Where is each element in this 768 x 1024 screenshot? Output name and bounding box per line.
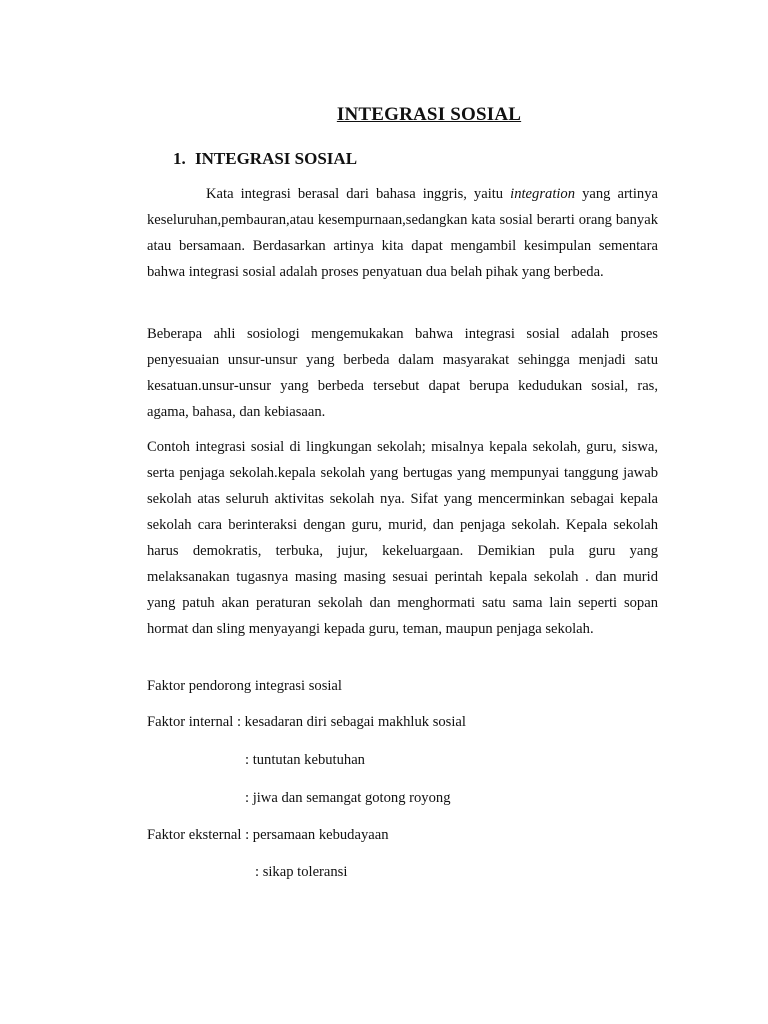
faktor-internal-line: Faktor internal : kesadaran diri sebagai makhluk sosial	[147, 714, 466, 730]
paragraph-definition-italic-term: integration	[510, 186, 576, 202]
section-heading	[173, 149, 357, 169]
faktor-internal-line: : tuntutan kebutuhan	[245, 752, 365, 768]
section-heading-text: INTEGRASI SOSIAL	[195, 149, 358, 168]
paragraph-definition-start: Kata integrasi berasal dari bahasa inggris, yaitu	[206, 186, 511, 202]
faktor-eksternal-line: Faktor eksternal : persamaan kebudayaan	[147, 827, 389, 843]
faktor-eksternal-line: : sikap toleransi	[255, 864, 348, 880]
paragraph-school-example: Contoh integrasi sosial di lingkungan sekolah; misalnya kepala sekolah, guru, siswa, serta penjaga sekolah.kepala sekolah yang bertugas yang mempunyai tanggung jawab sekolah atas seluruh aktivitas sekolah nya. Sifat yang mencerminkan sebagai kepala sekolah cara berinteraksi dengan guru, murid, dan penjaga sekolah. Kepala sekolah harus demokratis, terbuka, jujur, kekeluargaan. Demikian pula guru yang melaksanakan tugasnya masing masing sesuai perintah kepala sekolah . dan murid yang patuh akan peraturan sekolah dan menghormati satu sama lain seperti sopan hormat dan sling menyayangi kepada guru, teman, maupun penjaga sekolah.	[147, 439, 658, 637]
section-number: 1.	[173, 149, 186, 168]
paragraph-definition-rest: yang artinya keseluruhan,pembauran,atau kesempurnaan,sedangkan kata sosial berarti orang banyak atau bersamaan. Berdasarkan artinya kita dapat mengambil kesimpulan sementara bahwa integrasi sosial adalah proses penyatuan dua belah pihak yang berbeda.	[147, 186, 658, 280]
faktor-pendorong-heading: Faktor pendorong integrasi sosial	[147, 678, 342, 694]
document-title: INTEGRASI SOSIAL	[336, 104, 522, 125]
paragraph-definition	[147, 181, 658, 285]
paragraph-experts: Beberapa ahli sosiologi mengemukakan bahwa integrasi sosial adalah proses penyesuaian unsur-unsur yang berbeda dalam masyarakat sehingga menjadi satu kesatuan.unsur-unsur yang berbeda tersebut dapat berupa kedudukan sosial, ras, agama, bahasa, dan kebiasaan.	[147, 326, 658, 420]
faktor-internal-line: : jiwa dan semangat gotong royong	[245, 790, 451, 806]
